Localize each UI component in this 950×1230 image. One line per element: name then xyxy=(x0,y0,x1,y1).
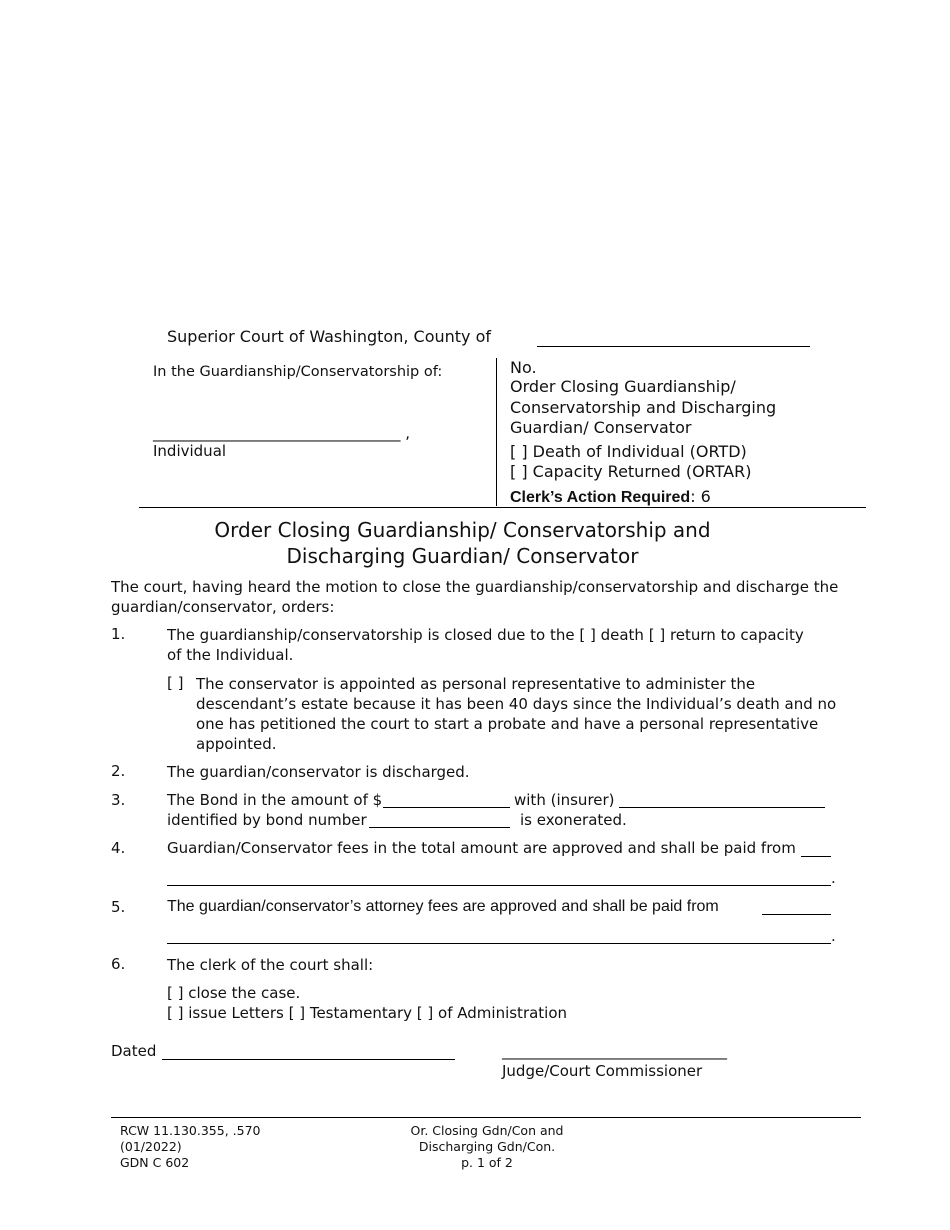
court-title: Superior Court of Washington, County of xyxy=(167,327,492,346)
item-1-sub-checkbox[interactable]: [ ] xyxy=(167,674,184,692)
clerk-action-value: : 6 xyxy=(690,487,711,506)
issue-letters-checkbox[interactable]: [ ] issue Letters [ ] Testamentary [ ] of Administration xyxy=(167,1004,568,1022)
individual-label: Individual xyxy=(153,442,227,460)
judge-signature-blank[interactable]: ______________________________ xyxy=(502,1042,727,1060)
item-1-number: 1. xyxy=(111,625,126,643)
footer-short-title-2: Discharging Gdn/Con. xyxy=(418,1139,556,1154)
option-death-checkbox[interactable]: [ ] Death of Individual (ORTD) xyxy=(510,442,747,461)
option-capacity-checkbox[interactable]: [ ] Capacity Returned (ORTAR) xyxy=(510,462,752,481)
close-case-checkbox[interactable]: [ ] close the case. xyxy=(167,984,301,1002)
footer-rule xyxy=(111,1117,861,1118)
caption-bottom-rule xyxy=(139,507,866,508)
item-3-bond-number-label: identified by bond number xyxy=(167,811,367,829)
item-5-number: 5. xyxy=(111,898,126,916)
item-3-amount-label: The Bond in the amount of $ xyxy=(167,791,383,809)
caption-title-line-1: Order Closing Guardianship/ xyxy=(510,377,736,396)
item-1-sub-line-2: descendant’s estate because it has been 40 days since the Individual’s death and no xyxy=(196,695,837,713)
footer-statute: RCW 11.130.355, .570 xyxy=(120,1123,261,1138)
item-1-sub-line-1: The conservator is appointed as personal representative to administer the xyxy=(196,675,756,693)
item-2-number: 2. xyxy=(111,762,126,780)
bond-amount-blank[interactable] xyxy=(383,807,510,808)
item-5-text: The guardian/conservator’s attorney fees are approved and shall be paid from xyxy=(167,898,719,915)
item-1-sub-text xyxy=(196,674,836,754)
footer-center xyxy=(387,1123,587,1171)
guardian-fees-payer-blank[interactable] xyxy=(801,856,831,857)
footer-date: (01/2022) xyxy=(120,1139,182,1154)
caption-divider xyxy=(496,358,497,506)
footer-short-title-1: Or. Closing Gdn/Con and xyxy=(410,1123,564,1138)
intro-line-2: guardian/conservator, orders: xyxy=(111,598,335,616)
item-4-text: Guardian/Conservator fees in the total amount are approved and shall be paid from xyxy=(167,839,796,857)
attorney-fees-payer-blank[interactable] xyxy=(762,914,831,915)
intro-paragraph xyxy=(111,577,838,617)
case-number-label: No. xyxy=(510,358,537,377)
item-3-number: 3. xyxy=(111,791,126,809)
caption-title-line-2: Conservatorship and Discharging xyxy=(510,398,777,417)
item-1-sub-line-3: one has petitioned the court to start a probate and have a personal representative xyxy=(196,715,819,733)
attorney-fees-payer-blank-2[interactable] xyxy=(167,943,831,944)
item-1-sub-line-4: appointed. xyxy=(196,735,277,753)
in-the-matter-label: In the Guardianship/Conservatorship of: xyxy=(153,364,443,380)
item-1-line-2: of the Individual. xyxy=(167,646,294,664)
dated-label: Dated xyxy=(111,1042,157,1060)
item-6-number: 6. xyxy=(111,955,126,973)
item-5-period: . xyxy=(831,927,836,945)
county-blank[interactable] xyxy=(537,346,810,347)
item-4-period: . xyxy=(831,869,836,887)
insurer-blank[interactable] xyxy=(619,807,825,808)
item-4-number: 4. xyxy=(111,839,126,857)
item-1-line-1: The guardianship/conservatorship is closed due to the [ ] death [ ] return to capacity xyxy=(167,626,804,644)
item-3-insurer-label: with (insurer) xyxy=(514,791,615,809)
dated-blank[interactable] xyxy=(162,1059,455,1060)
caption-title-line-3: Guardian/ Conservator xyxy=(510,418,692,437)
clerk-action-label: Clerk’s Action Required xyxy=(510,489,691,506)
footer-page-number: p. 1 of 2 xyxy=(461,1155,513,1170)
individual-name-blank[interactable]: _________________________________ , xyxy=(153,424,411,442)
bond-number-blank[interactable] xyxy=(369,827,510,828)
item-1-text xyxy=(167,625,804,665)
document-title-line-2: Discharging Guardian/ Conservator xyxy=(286,544,639,568)
document-title xyxy=(0,517,925,569)
footer-left xyxy=(120,1123,260,1171)
judge-label: Judge/Court Commissioner xyxy=(502,1062,703,1080)
clerk-action-required xyxy=(510,487,711,507)
item-3-exonerated-label: is exonerated. xyxy=(520,811,627,829)
footer-form-number: GDN C 602 xyxy=(120,1155,190,1170)
item-6-text: The clerk of the court shall: xyxy=(167,956,374,974)
document-title-line-1: Order Closing Guardianship/ Conservatorship and xyxy=(214,518,711,542)
item-2-text: The guardian/conservator is discharged. xyxy=(167,763,470,781)
guardian-fees-payer-blank-2[interactable] xyxy=(167,885,831,886)
intro-line-1: The court, having heard the motion to close the guardianship/conservatorship and discharge the xyxy=(111,578,839,596)
